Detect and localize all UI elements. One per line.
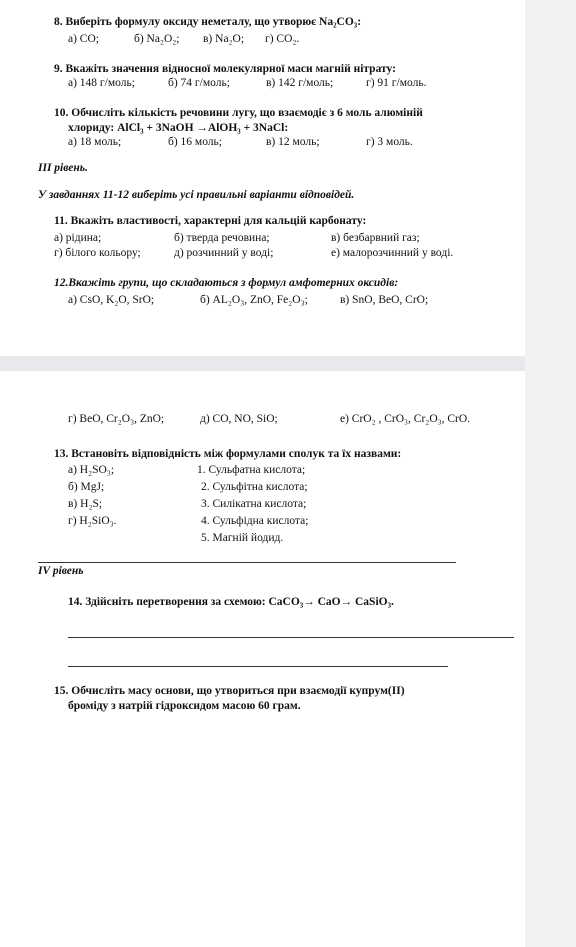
q13-left-b: б) MgJ; bbox=[68, 481, 105, 493]
q12-option-f: е) CrO₂ , CrO₃, Cr₂O₃, CrO. bbox=[340, 413, 471, 425]
worksheet-page-2 bbox=[0, 371, 525, 947]
q12-option-a: а) CsO, K₂O, SrO; bbox=[68, 294, 155, 306]
q8-option-a: а) CO; bbox=[68, 33, 99, 45]
question-11-title: 11. Вкажіть властивості, характерні для кальцій карбонату: bbox=[54, 215, 367, 227]
q11-option-e: д) розчинний у воді; bbox=[174, 247, 274, 259]
q13-right-1: 1. Сульфатна кислота; bbox=[197, 464, 306, 476]
q10-option-b: б) 16 моль; bbox=[168, 136, 222, 148]
q11-option-d: г) білого кольору; bbox=[54, 247, 141, 259]
level-4-heading: IV рівень bbox=[38, 565, 84, 577]
q13-right-4: 4. Сульфідна кислота; bbox=[201, 515, 309, 527]
q12-option-b: б) AL₂O₃, ZnO, Fe₂O₃; bbox=[200, 294, 308, 306]
q10-option-c: в) 12 моль; bbox=[266, 136, 320, 148]
question-10-equation: хлориду: AlCl₃ + 3NaOH →AlOH₃ + 3NaCl: bbox=[68, 122, 289, 134]
question-15-title-cont: броміду з натрій гідроксидом масою 60 грам. bbox=[68, 700, 301, 712]
viewer-side-panel bbox=[525, 0, 576, 947]
instruction-11-12: У завданнях 11-12 виберіть усі правильні варіанти відповідей. bbox=[38, 189, 355, 201]
question-13-title: 13. Встановіть відповідність між формулами сполук та їх назвами: bbox=[54, 448, 402, 460]
q11-option-b: б) тверда речовина; bbox=[174, 232, 270, 244]
q12-option-e: д) CO, NO, SiO; bbox=[200, 413, 278, 425]
q13-left-d: г) H₂SiO₃. bbox=[68, 515, 117, 527]
q13-left-c: в) H₂S; bbox=[68, 498, 103, 510]
q11-option-c: в) безбарвний газ; bbox=[331, 232, 420, 244]
q12-option-c: в) SnO, BeO, CrO; bbox=[340, 294, 429, 306]
divider-line bbox=[38, 562, 456, 563]
question-15-title: 15. Обчисліть масу основи, що утвориться при взаємодії купрум(II) bbox=[54, 685, 405, 697]
q9-option-a: а) 148 г/моль; bbox=[68, 77, 135, 89]
q11-option-a: а) рідина; bbox=[54, 232, 102, 244]
question-14-title: 14. Здійсніть перетворення за схемою: CaCO₃→ CaO→ CaSiO₃. bbox=[68, 596, 394, 608]
q11-option-f: е) малорозчинний у воді. bbox=[331, 247, 454, 259]
q10-option-d: г) 3 моль. bbox=[366, 136, 413, 148]
q10-option-a: а) 18 моль; bbox=[68, 136, 122, 148]
question-8-title: 8. Виберіть формулу оксиду неметалу, що утворює Na₂CO₃: bbox=[54, 16, 362, 28]
q9-option-b: б) 74 г/моль; bbox=[168, 77, 230, 89]
q9-option-d: г) 91 г/моль. bbox=[366, 77, 427, 89]
question-10-title: 10. Обчисліть кількість речовини лугу, що взаємодіє з 6 моль алюміній bbox=[54, 107, 423, 119]
q8-option-b: б) Na₂O₂; bbox=[134, 33, 180, 45]
q8-option-c: в) Na₂O; bbox=[203, 33, 245, 45]
level-3-heading: III рівень. bbox=[38, 162, 88, 174]
q9-option-c: в) 142 г/моль; bbox=[266, 77, 334, 89]
question-12-title: 12.Вкажіть групи, що складаються з формул амфотерних оксидів: bbox=[54, 277, 399, 289]
question-9-title: 9. Вкажіть значення відносної молекулярної маси магній нітрату: bbox=[54, 63, 396, 75]
answer-line-1 bbox=[68, 637, 514, 638]
q13-right-3: 3. Силікатна кислота; bbox=[201, 498, 307, 510]
q8-option-d: г) CO₂. bbox=[265, 33, 300, 45]
page-gap bbox=[0, 356, 576, 371]
q12-option-d: г) BeO, Cr₂O₃, ZnO; bbox=[68, 413, 165, 425]
q13-right-2: 2. Сульфітна кислота; bbox=[201, 481, 308, 493]
q13-right-5: 5. Магній йодид. bbox=[201, 532, 284, 544]
q13-left-a: а) H₂SO₃; bbox=[68, 464, 115, 476]
worksheet-page-1 bbox=[0, 0, 525, 356]
answer-line-2 bbox=[68, 666, 448, 667]
